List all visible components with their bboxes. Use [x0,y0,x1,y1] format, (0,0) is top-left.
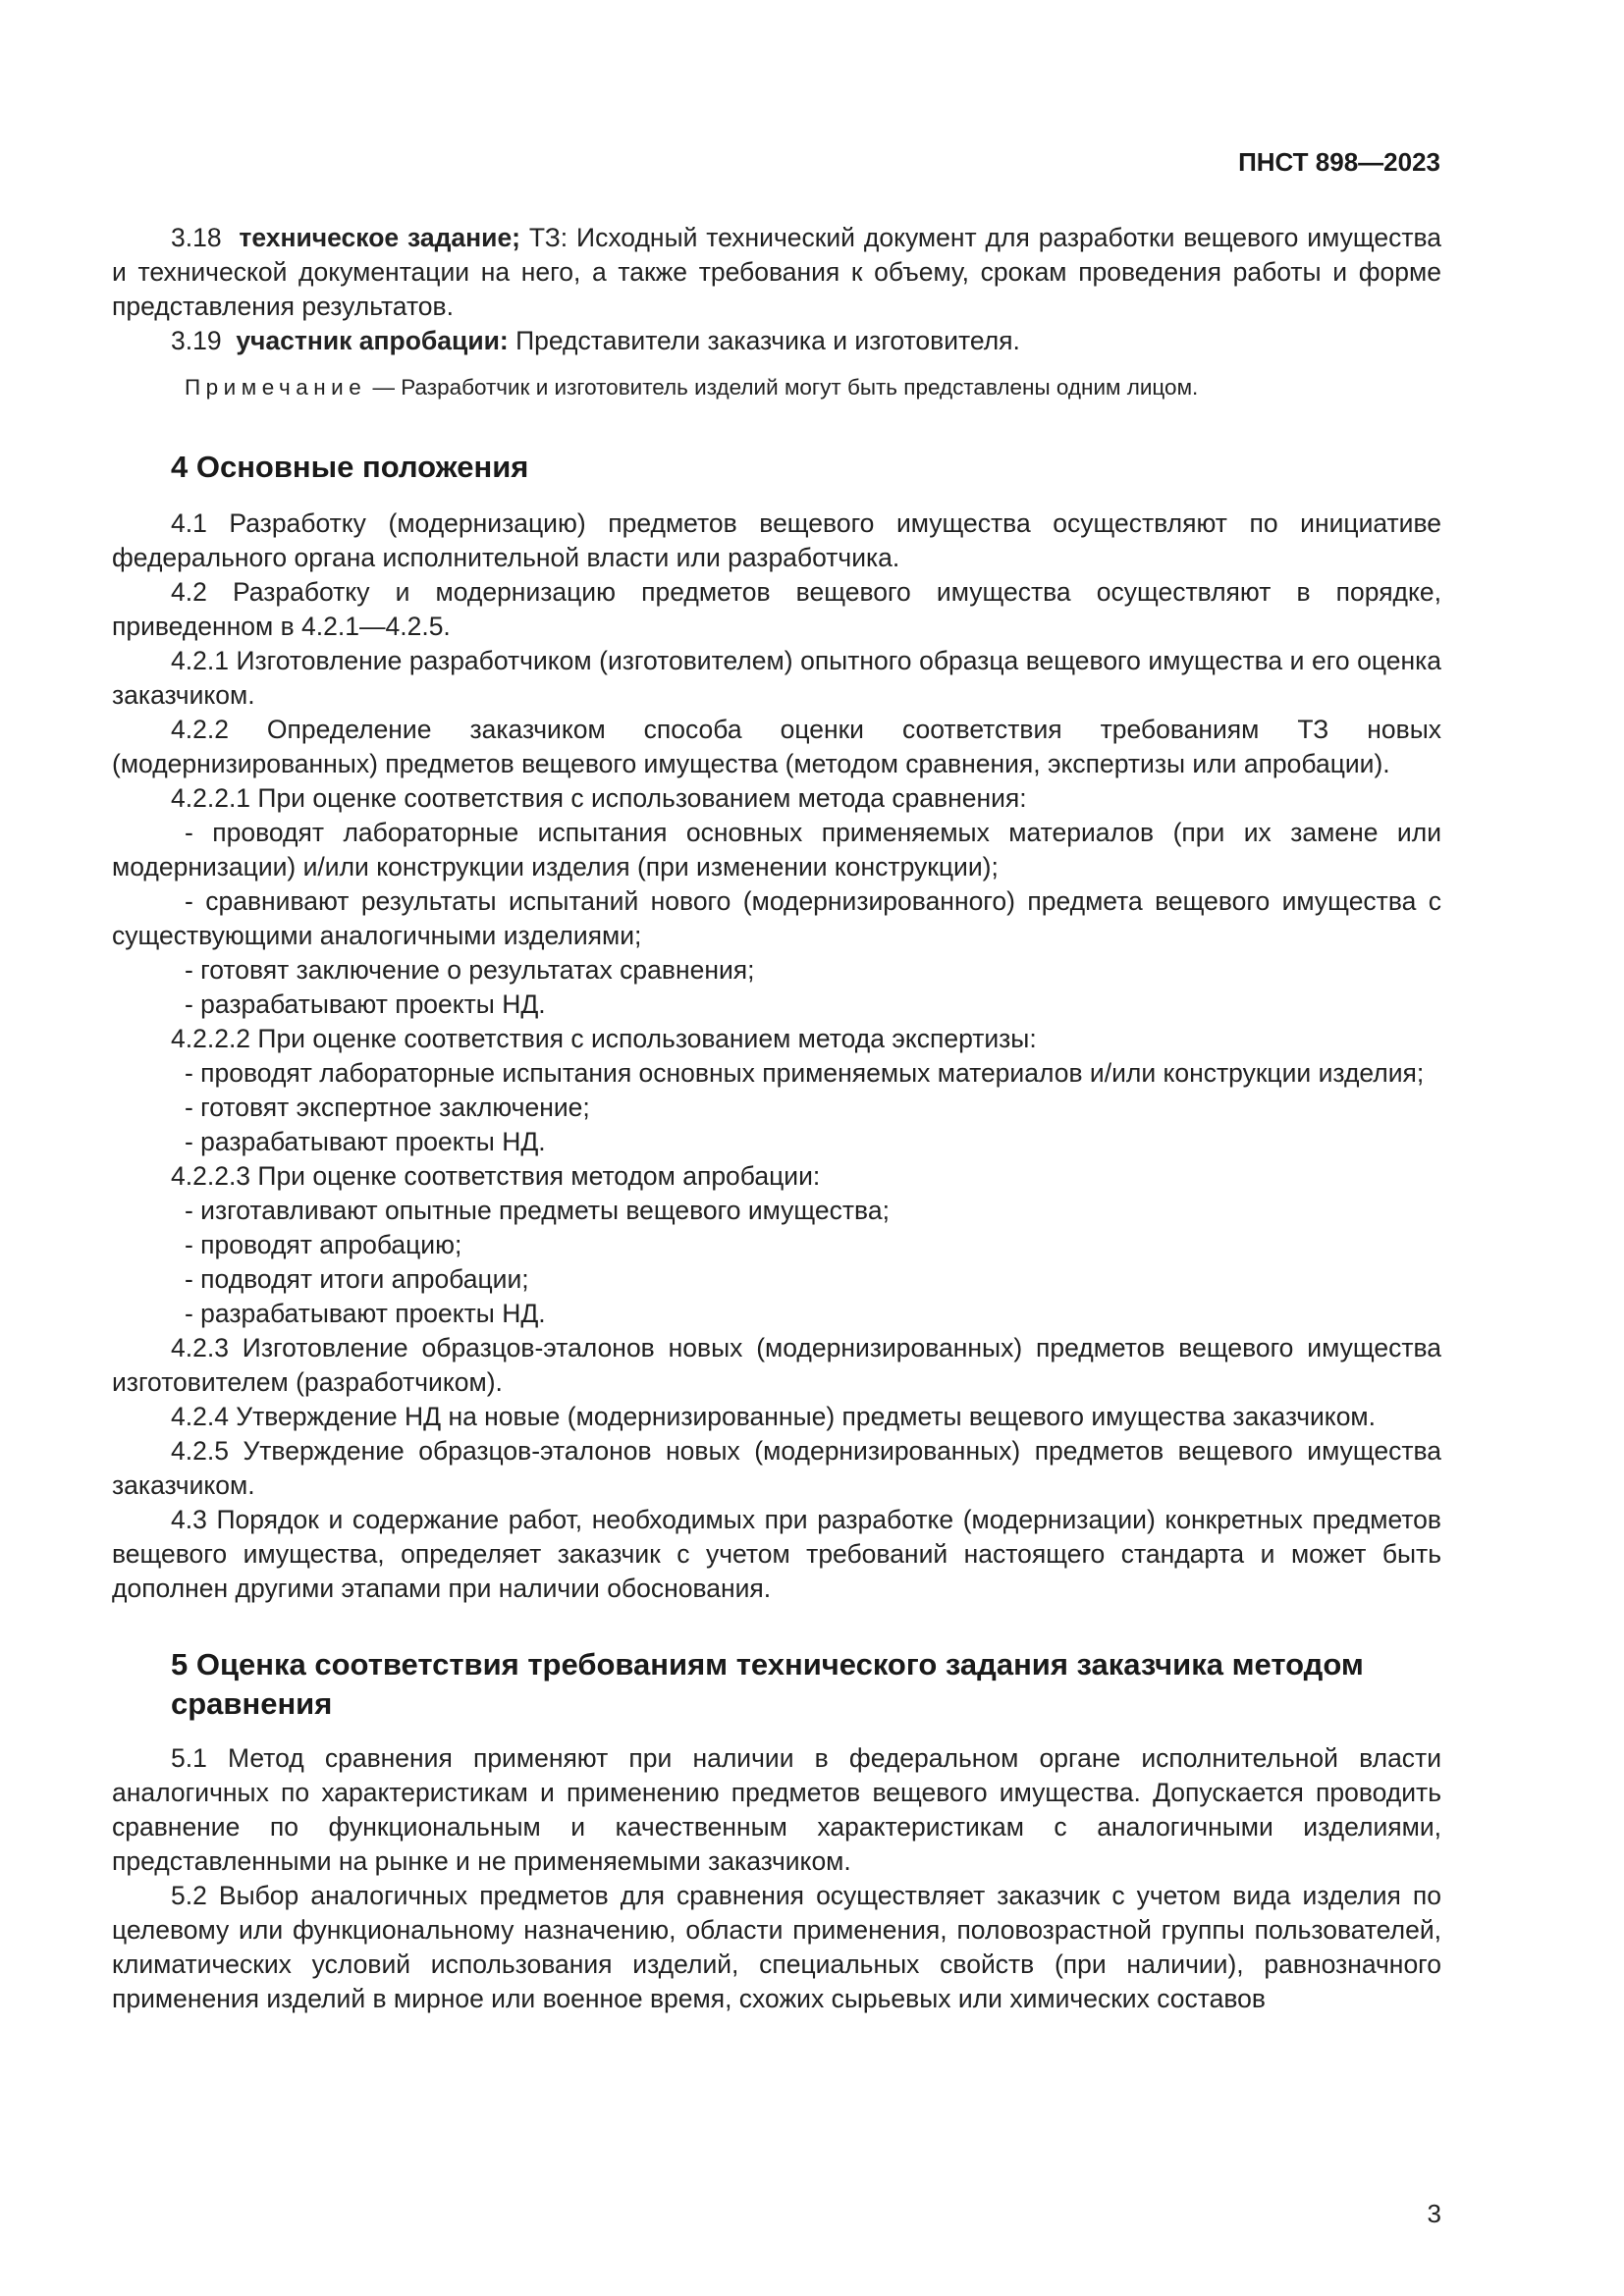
defined-term: участник апробации: [236,326,509,355]
note-text: — Разработчик и изготовитель изделий могут быть представлены одним лицом. [366,375,1199,400]
list-item: - проводят лабораторные испытания основных применяемых материалов и/или конструкции изделия; [185,1058,1425,1088]
list-item: - подводят итоги апробации; [185,1264,529,1294]
list-item: - разрабатывают проекты НД. [185,989,546,1019]
list-item: - изготавливают опытные предметы вещевого имущества; [185,1196,890,1225]
section-5-body [112,1741,1441,2016]
page-content [112,221,1441,2016]
note-label: Примечание [185,375,367,400]
paragraph: 4.2.5 Утверждение образцов-эталонов новых (модернизированных) предметов вещевого имущества заказчиком. [112,1436,1441,1500]
paragraph: 5.1 Метод сравнения применяют при наличии в федеральном органе исполнительной власти аналогичных по характеристикам и применению предметов вещевого имущества. Допускается проводить сравнение по функциональным и качественным характеристикам с аналогичными изделиями, представленными на рынке и не применяемыми заказчиком. [112,1743,1441,1876]
paragraph: 4.2.3 Изготовление образцов-эталонов новых (модернизированных) предметов вещевого имущества изготовителем (разработчиком). [112,1333,1441,1397]
page-number: 3 [1427,2199,1441,2228]
list-item: - проводят апробацию; [185,1230,462,1259]
list-item: - разрабатывают проекты НД. [185,1299,546,1328]
paragraph: 4.2 Разработку и модернизацию предметов вещевого имущества осуществляют в порядке, приведенном в 4.2.1—4.2.5. [112,577,1441,641]
section-4-heading: 4 Основные положения [171,450,529,484]
paragraph: 4.2.4 Утверждение НД на новые (модернизированные) предметы вещевого имущества заказчиком. [171,1402,1377,1431]
list-item: - сравнивают результаты испытаний нового (модернизированного) предмета вещевого имущества с существующими аналогичными изделиями; [112,886,1441,950]
paragraph: 4.2.2.3 При оценке соответствия методом апробации: [171,1161,821,1191]
list-item: - готовят заключение о результатах сравнения; [185,955,755,985]
paragraph: 4.3 Порядок и содержание работ, необходимых при разработке (модернизации) конкретных предметов вещевого имущества, определяет заказчик с учетом требований настоящего стандарта и может быть дополнен другими этапами при наличии обоснования. [112,1505,1441,1603]
paragraph: 4.2.2.2 При оценке соответствия с использованием метода экспертизы: [171,1024,1037,1053]
paragraph: 4.2.2 Определение заказчиком способа оценки соответствия требованиям ТЗ новых (модернизированных) предметов вещевого имущества (методом сравнения, экспертизы или апробации). [112,715,1441,778]
definition-3-19 [112,324,1441,358]
definition-text: Представители заказчика и изготовителя. [508,326,1020,355]
section-4-body [112,507,1441,1606]
list-item: - разрабатывают проекты НД. [185,1127,546,1156]
defined-term: техническое задание; [239,223,521,252]
paragraph: 5.2 Выбор аналогичных предметов для сравнения осуществляет заказчик с учетом вида изделия по целевому или функциональному назначению, области применения, половозрастной группы пользователей, климатических условий использования изделий, специальных свойств (при наличии), равнозначного применения изделий в мирное или военное время, схожих сырьевых или химических составов [112,1881,1441,2013]
paragraph: 4.2.2.1 При оценке соответствия с использованием метода сравнения: [171,783,1027,813]
paragraph: 4.1 Разработку (модернизацию) предметов вещевого имущества осуществляют по инициативе федерального органа исполнительной власти или разработчика. [112,508,1441,572]
section-5-heading: 5 Оценка соответствия требованиям технического задания заказчика методом сравнения [171,1647,1364,1721]
list-item: - готовят экспертное заключение; [185,1093,590,1122]
list-item: - проводят лабораторные испытания основных применяемых материалов (при их замене или модернизации) и/или конструкции изделия (при изменении конструкции); [112,818,1441,881]
note [112,370,1441,404]
document-code: ПНСТ 898—2023 [1238,147,1440,177]
definition-3-18 [112,221,1441,324]
paragraph: 4.2.1 Изготовление разработчиком (изготовителем) опытного образца вещевого имущества и его оценка заказчиком. [112,646,1441,710]
clause-number: 3.19 [171,326,222,355]
definition-text: ТЗ: Исходный технический документ для разработки вещевого имущества и технической документации на него, а также требования к объему, срокам проведения работы и форме представления результатов. [112,223,1441,321]
clause-number: 3.18 [171,223,222,252]
